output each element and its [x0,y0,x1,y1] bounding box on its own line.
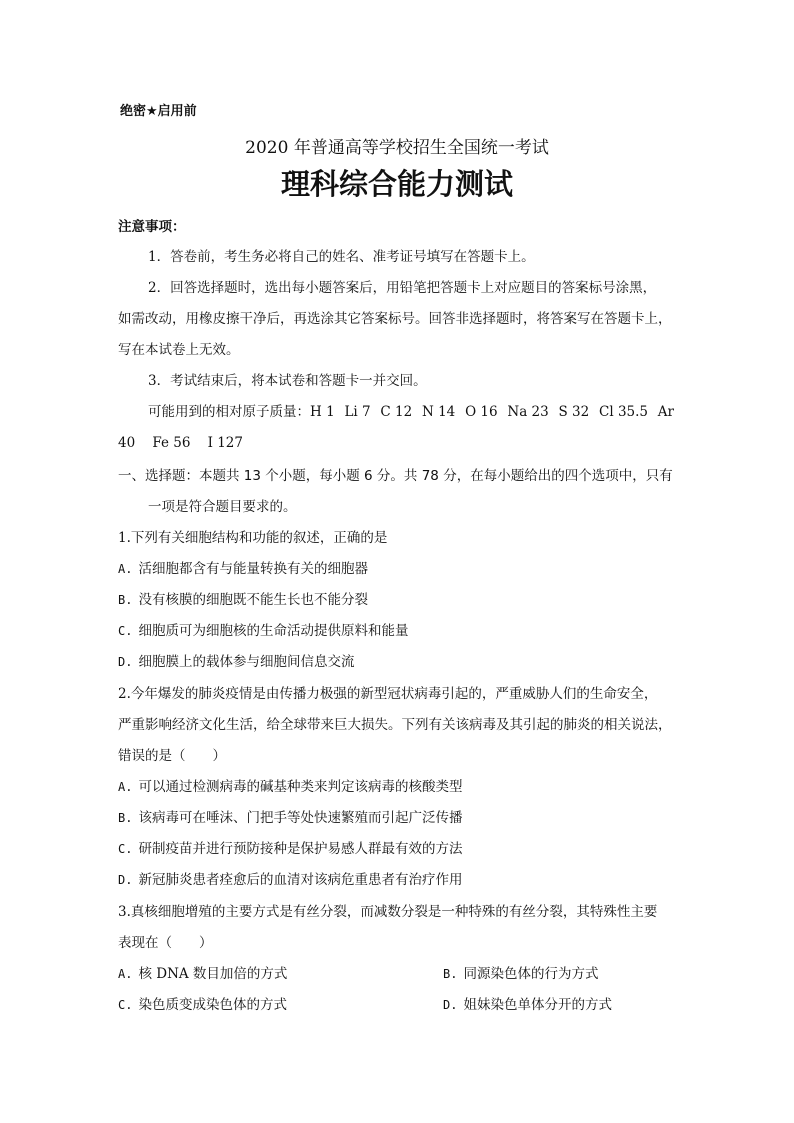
atomic-mass-item: Li 7 [344,404,371,420]
exam-title: 2020 年普通高等学校招生全国统一考试 [245,138,549,158]
atomic-mass-item: H 1 [310,404,335,420]
option-text: 细胞膜上的载体参与细胞间信息交流 [138,654,355,670]
option-text: 活细胞都含有与能量转换有关的细胞器 [138,561,368,577]
q3-stem-line1: 3.真核细胞增殖的主要方式是有丝分裂，而减数分裂是一种特殊的有丝分裂，其特殊性主要 [118,904,658,920]
option-letter: A. [118,562,133,576]
q2-option-b [118,812,462,826]
q2-option-d [118,874,462,888]
option-letter: A. [118,780,133,794]
q3-stem-line2: 表现在（ ） [118,935,213,951]
q3-option-b [443,968,598,982]
option-text: 同源染色体的行为方式 [463,966,599,982]
option-text: 研制疫苗并进行预防接种是保护易感人群最有效的方法 [138,841,463,857]
atomic-mass-item: O 16 [465,404,498,420]
option-text: 可以通过检测病毒的碱基种类来判定该病毒的核酸类型 [138,779,463,795]
option-text: 染色质变成染色体的方式 [138,997,287,1013]
notes-heading: 注意事项： [118,219,186,235]
q1-option-c [118,625,408,639]
q2-option-a [118,781,462,795]
option-text: 姐妹染色单体分开的方式 [463,997,612,1013]
q1-option-b [118,594,368,608]
atomic-mass-line2: 40 Fe 56 I 127 [118,435,243,451]
option-letter: C. [118,624,133,638]
note-item-3: 3．考试结束后，将本试卷和答题卡一并交回。 [148,373,427,389]
option-text: 新冠肺炎患者痊愈后的血清对该病危重患者有治疗作用 [138,872,463,888]
q3-option-d [443,999,612,1013]
q3-option-c [118,999,287,1013]
section-heading-line2: 一项是符合题目要求的。 [148,499,297,515]
q3-option-a [118,968,287,982]
atomic-mass-item: S 32 [558,404,590,420]
q1-option-d [118,656,354,670]
atomic-mass-item: Cl 35.5 [599,404,649,420]
note-item-2-line2: 如需改动，用橡皮擦干净后，再选涂其它答案标号。回答非选择题时，将答案写在答题卡上， [118,311,672,327]
atomic-mass-item: Ar [657,404,674,420]
option-letter: D. [443,998,458,1012]
option-letter: B. [118,811,133,825]
note-item-2-line3: 写在本试卷上无效。 [118,342,240,358]
option-letter: D. [118,655,133,669]
option-letter: D. [118,873,133,887]
atomic-mass-label: 可能用到的相对原子质量： [148,404,310,420]
atomic-mass-item: Na 23 [507,404,549,420]
option-text: 核 DNA 数目加倍的方式 [138,966,288,982]
q1-stem: 1.下列有关细胞结构和功能的叙述，正确的是 [118,530,388,546]
atomic-mass-item: N 14 [421,404,456,420]
q2-option-c [118,843,462,857]
secret-label: 绝密★启用前 [120,104,197,119]
page-title: 理科综合能力测试 [280,167,513,201]
option-letter: C. [118,842,133,856]
q2-stem-line1: 2.今年爆发的肺炎疫情是由传播力极强的新型冠状病毒引起的，严重威胁人们的生命安全， [118,686,658,702]
option-text: 细胞质可为细胞核的生命活动提供原料和能量 [138,623,409,639]
q1-option-a [118,563,368,577]
atomic-mass-line1 [148,406,674,420]
q2-stem-line2: 严重影响经济文化生活，给全球带来巨大损失。下列有关该病毒及其引起的肺炎的相关说法， [118,717,672,733]
atomic-mass-values [310,406,674,420]
note-item-2-line1: 2．回答选择题时，选出每小题答案后，用铅笔把答题卡上对应题目的答案标号涂黑， [148,280,657,296]
note-item-1: 1．答卷前，考生务必将自己的姓名、准考证号填写在答题卡上。 [148,249,535,265]
option-letter: C. [118,998,133,1012]
q2-stem-line3: 错误的是（ ） [118,748,226,764]
option-text: 没有核膜的细胞既不能生长也不能分裂 [138,592,368,608]
option-text: 该病毒可在唾沫、门把手等处快速繁殖而引起广泛传播 [138,810,463,826]
section-heading-line1: 一、选择题：本题共 13 个小题，每小题 6 分。共 78 分，在每小题给出的四个选项中，只有 [118,468,673,484]
option-letter: B. [443,967,458,981]
atomic-mass-item: C 12 [380,404,413,420]
option-letter: B. [118,593,133,607]
option-letter: A. [118,967,133,981]
